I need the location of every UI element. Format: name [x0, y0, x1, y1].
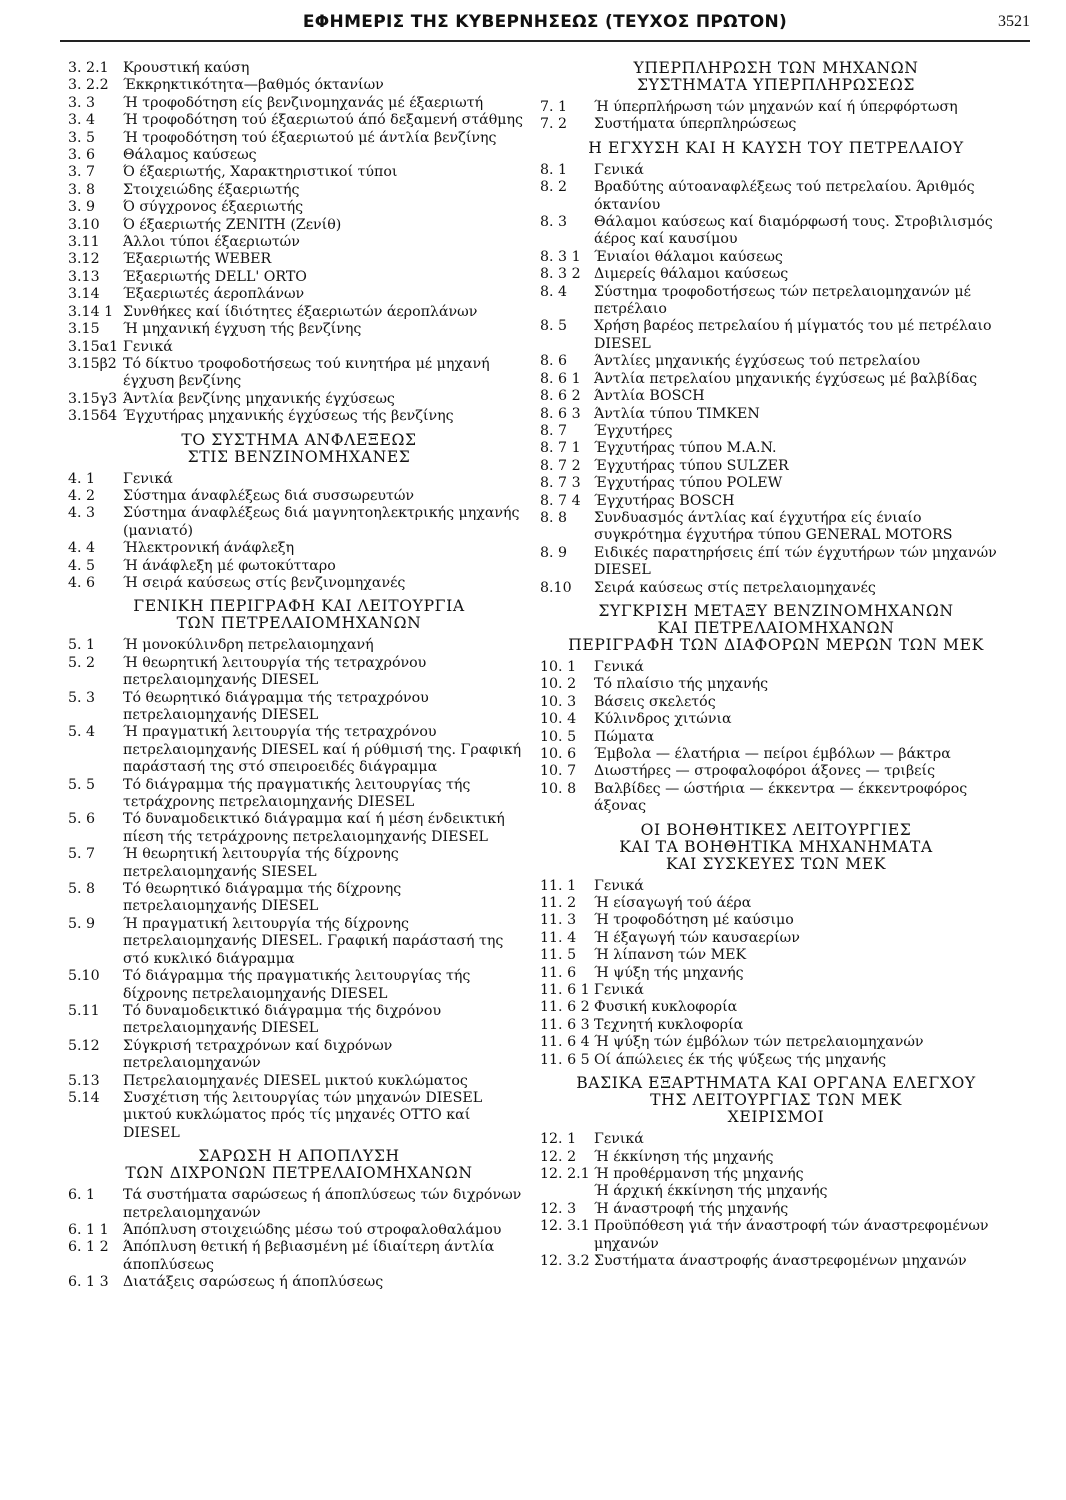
toc-entry [540, 659, 1012, 676]
toc-entry [68, 286, 530, 303]
right-column [540, 60, 1012, 1270]
toc-entry [68, 690, 530, 725]
entry-text: Έγχυτήρας BOSCH [594, 492, 735, 509]
entry-text: Ή πραγματική λειτουργία τής τετραχρόνου πετρελαιομηχανής DIESEL καί ή ρύθμισή της. Γραφική παράστασή της στό σπειροειδές διάγραμμα [123, 724, 522, 776]
entry-text: Προϋπόθεση γιά τήν άναστροφή τών άναστρεφομένων μηχανών [594, 1218, 989, 1252]
section-heading: ΤΟ ΣΥΣΤΗΜΑ ΑΝΦΛΕΞΕΩΣ ΣΤΙΣ ΒΕΝΖΙΝΟΜΗΧΑΝΕΣ [181, 430, 417, 466]
entry-text: Έξαεριωτές άεροπλάνων [123, 286, 305, 303]
toc-entry [540, 1017, 1012, 1034]
entry-text: Ή έξαγωγή τών καυσαερίων [594, 929, 800, 946]
toc-entry [68, 1222, 530, 1239]
entry-number: 5. 2 [68, 654, 96, 671]
entry-text: Συνθήκες καί ίδιότητες έξαεριωτών άεροπλάνων [123, 303, 478, 320]
entry-text: Άντλία τύπου TIMKEN [594, 405, 760, 422]
toc-entry [540, 729, 1012, 746]
entry-text: Ή άρχική έκκίνηση τής μηχανής [594, 1183, 828, 1200]
toc-entry [540, 746, 1012, 763]
toc-entry [540, 930, 1012, 947]
toc-list [540, 162, 1012, 597]
entry-text: Συστήματα ύπερπληρώσεως [594, 116, 797, 133]
toc-entry [540, 475, 1012, 492]
entry-number: 10. 5 [540, 728, 577, 745]
entry-text: Γενικά [594, 161, 644, 178]
entry-number: 3.13 [68, 268, 100, 285]
toc-entry [540, 406, 1012, 423]
toc-entry [540, 947, 1012, 964]
toc-entry [68, 356, 530, 391]
toc-entry [68, 811, 530, 846]
toc-entry [540, 878, 1012, 895]
toc-list [540, 659, 1012, 816]
entry-number: 3.14 [68, 286, 100, 303]
toc-entry [68, 777, 530, 812]
entry-number: 8. 6 2 [540, 388, 581, 405]
entry-number: 5. 5 [68, 776, 96, 793]
entry-text: Ή πραγματική λειτουργία τής δίχρονης πετρελαιομηχανής DIESEL. Γραφική παράστασή της στό κυκλικό διάγραμμα [123, 915, 504, 967]
toc-entry [68, 251, 530, 268]
entry-number: 3.14 1 [68, 303, 114, 320]
entry-number: 5. 6 [68, 811, 96, 828]
entry-number: 3. 6 [68, 147, 96, 164]
toc-entry [540, 1166, 1012, 1183]
entry-text: Ή τροφοδότηση μέ καύσιμο [594, 912, 794, 929]
entry-number: 8. 7 2 [540, 457, 581, 474]
entry-text: Διωστήρες — στροφαλοφόροι άξονες — τριβείς [594, 763, 936, 780]
entry-text: Άντλία πετρελαίου μηχανικής έγχύσεως μέ βαλβίδας [594, 370, 978, 387]
entry-number: 8. 6 1 [540, 370, 581, 387]
entry-number: 11. 5 [540, 947, 577, 964]
entry-text: Διατάξεις σαρώσεως ή άποπλύσεως [123, 1274, 384, 1291]
entry-number: 5.13 [68, 1072, 100, 1089]
entry-text: Τεχνητή κυκλοφορία [594, 1016, 744, 1033]
toc-entry [68, 1003, 530, 1038]
entry-number: 10. 4 [540, 711, 577, 728]
toc-entry [540, 510, 1012, 545]
entry-number: 8. 6 3 [540, 405, 581, 422]
section-heading: ΥΠΕΡΠΛΗΡΩΣΗ ΤΩΝ ΜΗΧΑΝΩΝ ΣΥΣΤΗΜΑΤΑ ΥΠΕΡΠΛΗΡΩΣΕΩΣ [633, 59, 919, 94]
entry-number: 3. 8 [68, 181, 96, 198]
entry-text: Έγχυτήρας τύπου POLEW [594, 475, 783, 492]
toc-entry [540, 1052, 1012, 1069]
entry-text: Ή ύπερπλήρωση τών μηχανών καί ή ύπερφόρτωση [594, 99, 958, 115]
section-heading: Η ΕΓΧΥΣΗ ΚΑΙ Η ΚΑΥΣΗ ΤΟΥ ΠΕΤΡΕΛΑΙΟΥ [588, 138, 964, 157]
entry-number: 5.14 [68, 1089, 100, 1106]
entry-text: Άντλία βενζίνης μηχανικής έγχύσεως [123, 390, 395, 407]
toc-entry [540, 1218, 1012, 1253]
toc-entry [540, 458, 1012, 475]
entry-text: Σύστημα άναφλέξεως διά συσσωρευτών [123, 487, 415, 504]
toc-entry [540, 214, 1012, 249]
entry-number: 8. 5 [540, 318, 568, 335]
entry-number: 3.15α1 [68, 338, 119, 355]
entry-text: Συνδυασμός άντλίας καί έγχυτήρα είς ένιαίο συγκρότημα έγχυτήρα τύπου GENERAL MOTORS [594, 509, 953, 544]
entry-text: Τό δυναμοδεικτικό διάγραμμα τής διχρόνου πετρελαιομηχανής DIESEL [123, 1002, 442, 1037]
toc-entry [540, 162, 1012, 179]
toc-entry [68, 968, 530, 1003]
entry-text: Κύλινδρος χιτώνια [594, 711, 732, 728]
entry-number: 7. 1 [540, 99, 568, 115]
entry-number: 5. 9 [68, 915, 96, 932]
entry-text: Γενικά [594, 1131, 644, 1148]
entry-text: Έκκρηκτικότητα—βαθμός όκτανίων [123, 77, 384, 94]
entry-number: 3. 2.2 [68, 77, 109, 94]
toc-entry [68, 1187, 530, 1222]
entry-number: 12. 3 [540, 1200, 577, 1217]
entry-text: Γενικά [594, 982, 644, 999]
entry-text: Ή προθέρμανση τής μηχανής [594, 1165, 804, 1182]
entry-text: Γενικά [594, 658, 644, 675]
toc-entry [68, 339, 530, 356]
entry-text: Ή έκκίνηση τής μηχανής [594, 1148, 774, 1165]
toc-entry [68, 60, 530, 77]
toc-list [68, 637, 530, 1142]
entry-text: Έξαεριωτής WEBER [123, 251, 272, 268]
entry-number: 3.12 [68, 251, 100, 268]
entry-number: 8.10 [540, 579, 572, 596]
entry-number: 8. 1 [540, 161, 568, 178]
entry-number: 11. 4 [540, 929, 577, 946]
section-heading: ΟΙ ΒΟΗΘΗΤΙΚΕΣ ΛΕΙΤΟΥΡΓΙΕΣ ΚΑΙ ΤΑ ΒΟΗΘΗΤΙΚΑ ΜΗΧΑΝΗΜΑΤΑ ΚΑΙ ΣΥΣΚΕΥΕΣ ΤΩΝ ΜΕΚ [619, 820, 933, 873]
toc-entry [540, 353, 1012, 370]
entry-number: 8. 7 1 [540, 440, 581, 457]
entry-text: Τό διάγραμμα τής πραγματικής λειτουργίας τής δίχρονης πετρελαιομηχανής DIESEL [123, 968, 471, 1002]
toc-entry [540, 423, 1012, 440]
toc-entry [68, 471, 530, 488]
toc-entry [540, 284, 1012, 319]
entry-text: Τό διάγραμμα τής πραγματικής λειτουργίας τής τετράχρονης πετρελαιομηχανής DIESEL [123, 776, 471, 811]
toc-entry [540, 676, 1012, 693]
toc-list [68, 1187, 530, 1291]
entry-text: Γενικά [123, 338, 173, 355]
entry-number: 5.10 [68, 968, 100, 985]
entry-number: 5. 3 [68, 689, 96, 706]
entry-number: 10. 3 [540, 693, 577, 710]
entry-number: 11. 3 [540, 912, 577, 929]
entry-number: 6. 1 3 [68, 1274, 109, 1291]
entry-text: Έγχυτήρας μηχανικής έγχύσεως τής βενζίνης [123, 408, 454, 425]
toc-entry [540, 1131, 1012, 1148]
entry-text: Ό έξαεριωτής ZENITH (Ζενίθ) [123, 216, 342, 233]
toc-entry [540, 371, 1012, 388]
entry-number: 6. 1 [68, 1187, 96, 1204]
toc-entry [68, 95, 530, 112]
entry-text: Έξαεριωτής DELL' ORTO [123, 268, 307, 285]
toc-entry [68, 269, 530, 286]
entry-number: 10. 6 [540, 746, 577, 762]
toc-entry [540, 1253, 1012, 1270]
toc-entry [68, 916, 530, 968]
entry-number: 5. 4 [68, 724, 96, 741]
page-header [60, 8, 1030, 42]
toc-entry [68, 321, 530, 338]
entry-text: Ή τροφοδότηση είς βενζινομηχανάς μέ έξαεριωτή [123, 94, 484, 111]
section-heading: ΣΑΡΩΣΗ Η ΑΠΟΠΛΥΣΗ ΤΩΝ ΔΙΧΡΟΝΩΝ ΠΕΤΡΕΛΑΙΟΜΗΧΑΝΩΝ [125, 1147, 473, 1183]
entry-text: Ήλεκτρονική άνάφλεξη [123, 540, 295, 557]
toc-entry [540, 580, 1012, 597]
entry-text: Ό σύγχρονος έξαεριωτής [123, 199, 304, 216]
entry-number: 4. 5 [68, 557, 96, 574]
entry-text: Διμερείς θάλαμοι καύσεως [594, 266, 789, 283]
entry-number: 3. 2.1 [68, 60, 109, 76]
toc-entry [68, 391, 530, 408]
entry-number: 8. 3 2 [540, 266, 581, 283]
toc-entry [540, 179, 1012, 214]
toc-list [540, 878, 1012, 1069]
entry-number: 8. 3 [540, 214, 568, 231]
toc-entry [540, 763, 1012, 780]
entry-number: 11. 1 [540, 877, 577, 894]
entry-number: 12. 2 [540, 1148, 577, 1165]
entry-number: 11. 6 [540, 964, 577, 981]
entry-number: 3. 9 [68, 199, 96, 216]
entry-text: Ή τροφοδότηση τού έξαεριωτού μέ άντλία βενζίνης [123, 129, 497, 146]
toc-entry [540, 1149, 1012, 1166]
toc-entry [68, 505, 530, 540]
entry-number: 12. 1 [540, 1131, 577, 1148]
left-column [68, 60, 530, 1292]
entry-text: Ειδικές παρατηρήσεις έπί τών έγχυτήρων τών μηχανών DIESEL [594, 544, 997, 579]
entry-number: 3.15δ4 [68, 408, 118, 425]
entry-text: Στοιχειώδης έξαεριωτής [123, 181, 300, 198]
entry-number: 3.15β2 [68, 355, 117, 372]
toc-entry [68, 234, 530, 251]
toc-entry [68, 147, 530, 164]
toc-entry [68, 1038, 530, 1073]
toc-entry [540, 694, 1012, 711]
entry-text: Γενικά [123, 470, 173, 487]
toc-entry [68, 112, 530, 129]
entry-number: 4. 1 [68, 470, 96, 487]
entry-text: Ή μηχανική έγχυση τής βενζίνης [123, 321, 362, 338]
entry-text: Ή θεωρητική λειτουργία τής τετραχρόνου πετρελαιομηχανής DIESEL [123, 654, 427, 689]
toc-entry [540, 895, 1012, 912]
entry-text: Βάσεις σκελετός [594, 693, 716, 710]
entry-number: 5.12 [68, 1037, 100, 1054]
entry-text: Κρουστική καύση [123, 60, 250, 76]
entry-text: Ή ψύξη τών έμβόλων τών πετρελαιομηχανών [594, 1034, 924, 1051]
toc-entry [540, 781, 1012, 816]
page-number: 3521 [998, 13, 1030, 30]
entry-number: 6. 1 2 [68, 1239, 109, 1256]
toc-entry [540, 711, 1012, 728]
toc-entry [540, 965, 1012, 982]
entry-number: 4. 6 [68, 574, 96, 591]
entry-text: Ένιαίοι θάλαμοι καύσεως [594, 248, 783, 265]
entry-number: 11. 6 1 [540, 982, 590, 999]
entry-number: 5. 8 [68, 881, 96, 898]
toc-entry [540, 318, 1012, 353]
entry-text: Φυσική κυκλοφορία [594, 999, 738, 1016]
entry-text: Άντλία BOSCH [594, 388, 705, 405]
entry-text: Ή άνάφλεξη μέ φωτοκύτταρο [123, 557, 336, 574]
toc-entry [68, 846, 530, 881]
toc-entry [540, 440, 1012, 457]
entry-number: 4. 4 [68, 540, 96, 557]
entry-text: Ή ψύξη τής μηχανής [594, 964, 744, 981]
entry-number: 7. 2 [540, 116, 568, 133]
entry-number: 12. 3.2 [540, 1252, 590, 1269]
entry-text: Έμβολα — έλατήρια — πείροι έμβόλων — βάκτρα [594, 746, 951, 762]
entry-number: 11. 2 [540, 895, 577, 912]
entry-text: Γενικά [594, 877, 644, 894]
entry-number: 8. 4 [540, 283, 568, 300]
entry-text: Πώματα [594, 728, 655, 745]
toc-entry [68, 217, 530, 234]
toc-entry [68, 655, 530, 690]
entry-text: Τά συστήματα σαρώσεως ή άποπλύσεως τών διχρόνων πετρελαιομηχανών [123, 1187, 522, 1221]
entry-number: 10. 7 [540, 763, 577, 780]
toc-entry [540, 266, 1012, 283]
entry-number: 3.15γ3 [68, 390, 118, 407]
toc-entry [540, 545, 1012, 580]
entry-number: 12. 2.1 [540, 1165, 590, 1182]
entry-text: Τό θεωρητικό διάγραμμα τής τετραχρόνου πετρελαιομηχανής DIESEL [123, 689, 429, 723]
entry-number: 10. 1 [540, 658, 577, 675]
entry-number: 8. 7 [540, 422, 568, 439]
entry-number: 8. 7 3 [540, 475, 581, 492]
entry-text: Σύστημα άναφλέξεως διά μαγνητοηλεκτρικής μηχανής (μανιατό) [123, 505, 520, 539]
toc-entry [540, 249, 1012, 266]
toc-entry [68, 881, 530, 916]
entry-text: Τό πλαίσιο τής μηχανής [594, 676, 769, 693]
entry-number: 3.11 [68, 234, 100, 251]
entry-text: Τό θεωρητικό διάγραμμα τής δίχρονης πετρελαιομηχανής DIESEL [123, 881, 402, 915]
entry-number: 3. 3 [68, 94, 96, 111]
toc-entry [68, 558, 530, 575]
entry-text: Ό έξαεριωτής, Χαρακτηριστικοί τύποι [123, 164, 398, 181]
entry-number: 5. 7 [68, 846, 96, 863]
toc-list [540, 1131, 1012, 1270]
entry-number: 11. 6 5 [540, 1051, 590, 1068]
toc-entry [68, 488, 530, 505]
entry-number: 12. 3.1 [540, 1218, 590, 1235]
entry-number: 10. 2 [540, 676, 577, 693]
toc-entry [68, 540, 530, 557]
entry-text: Έγχυτήρας τύπου M.A.N. [594, 440, 777, 457]
toc-entry [540, 1183, 1012, 1200]
entry-text: Σειρά καύσεως στίς πετρελαιομηχανές [594, 579, 876, 596]
toc-entry [540, 1034, 1012, 1051]
toc-entry [68, 1239, 530, 1274]
toc-entry [68, 1073, 530, 1090]
toc-entry [68, 199, 530, 216]
entry-text: Άπόπλυση θετική ή βεβιασμένη μέ ίδιαίτερη άντλία άποπλύσεως [123, 1239, 495, 1273]
entry-number: 11. 6 4 [540, 1034, 590, 1051]
toc-entry [68, 637, 530, 654]
entry-number: 8. 6 [540, 353, 568, 370]
entry-text: Ή τροφοδότηση τού έξαεριωτού άπό δεξαμενή στάθμης [123, 112, 523, 129]
toc-entry [68, 408, 530, 425]
toc-entry [68, 575, 530, 592]
toc-entry [68, 724, 530, 776]
toc-list [68, 60, 530, 426]
entry-number [540, 1183, 590, 1200]
entry-text: Πετρελαιομηχανές DIESEL μικτού κυκλώματος [123, 1072, 468, 1089]
entry-text: Θάλαμος καύσεως [123, 147, 257, 164]
toc-entry [540, 912, 1012, 929]
entry-number: 4. 3 [68, 505, 96, 522]
entry-number: 3.10 [68, 216, 100, 233]
entry-text: Οί άπώλειες έκ τής ψύξεως τής μηχανής [594, 1051, 887, 1068]
entry-number: 8. 2 [540, 179, 568, 196]
entry-text: Άλλοι τύποι έξαεριωτών [123, 234, 300, 251]
entry-number: 10. 8 [540, 780, 577, 797]
entry-number: 3. 4 [68, 112, 96, 129]
section-heading: ΣΥΓΚΡΙΣΗ ΜΕΤΑΞΥ ΒΕΝΖΙΝΟΜΗΧΑΝΩΝ ΚΑΙ ΠΕΤΡΕΛΑΙΟΜΗΧΑΝΩΝ ΠΕΡΙΓΡΑΦΗ ΤΩΝ ΔΙΑΦΟΡΩΝ ΜΕΡΩΝ ΤΩΝ ΜΕΚ [568, 601, 984, 654]
entry-text: Βαλβίδες — ώστήρια — έκκεντρα — έκκεντροφόρος άξονας [594, 780, 968, 815]
toc-list [540, 99, 1012, 134]
entry-number: 5.11 [68, 1002, 100, 1019]
entry-text: Βραδύτης αύτοαναφλέξεως τού πετρελαίου. Άριθμός όκτανίου [594, 179, 975, 213]
toc-entry [68, 1274, 530, 1291]
entry-number: 8. 3 1 [540, 248, 581, 265]
entry-number: 3. 7 [68, 164, 96, 181]
entry-text: Θάλαμοι καύσεως καί διαμόρφωσή τους. Στροβιλισμός άέρος καί καυσίμου [594, 214, 993, 248]
entry-number: 11. 6 2 [540, 999, 590, 1016]
toc-list [68, 471, 530, 593]
entry-number: 8. 7 4 [540, 492, 581, 509]
toc-entry [540, 493, 1012, 510]
section-heading: ΒΑΣΙΚΑ ΕΞΑΡΤΗΜΑΤΑ ΚΑΙ ΟΡΓΑΝΑ ΕΛΕΓΧΟΥ ΤΗΣ ΛΕΙΤΟΥΡΓΙΑΣ ΤΩΝ ΜΕΚ ΧΕΙΡΙΣΜΟΙ [576, 1074, 976, 1127]
entry-text: Ή μονοκύλινδρη πετρελαιομηχανή [123, 637, 374, 654]
entry-text: Άντλίες μηχανικής έγχύσεως τού πετρελαίου [594, 353, 921, 370]
toc-entry [540, 116, 1012, 133]
entry-text: Ή θεωρητική λειτουργία τής δίχρονης πετρελαιομηχανής SIESEL [123, 846, 399, 880]
toc-entry [540, 999, 1012, 1016]
entry-text: Ή σειρά καύσεως στίς βενζινομηχανές [123, 574, 406, 591]
toc-entry [68, 77, 530, 94]
entry-number: 8. 9 [540, 544, 568, 561]
entry-text: Σύγκρισή τετραχρόνων καί διχρόνων πετρελαιομηχανών [123, 1037, 393, 1072]
section-heading: ΓΕΝΙΚΗ ΠΕΡΙΓΡΑΦΗ ΚΑΙ ΛΕΙΤΟΥΡΓΙΑ ΤΩΝ ΠΕΤΡΕΛΑΙΟΜΗΧΑΝΩΝ [133, 597, 465, 633]
entry-text: Ή άναστροφή τής μηχανής [594, 1200, 789, 1217]
entry-text: Σύστημα τροφοδοτήσεως τών πετρελαιομηχανών μέ πετρέλαιο [594, 283, 971, 318]
entry-text: Συστήματα άναστροφής άναστρεφομένων μηχανών [594, 1252, 967, 1269]
gazette-title: ΕΦΗΜΕΡΙΣ ΤΗΣ ΚΥΒΕΡΝΗΣΕΩΣ (ΤΕΥΧΟΣ ΠΡΩΤΟΝ) [302, 12, 788, 32]
entry-text: Ή λίπανση τών ΜΕΚ [594, 947, 747, 964]
entry-number: 11. 6 3 [540, 1016, 590, 1033]
entry-number: 8. 8 [540, 509, 568, 526]
toc-entry [540, 388, 1012, 405]
toc-entry [540, 99, 1012, 116]
entry-number: 5. 1 [68, 637, 96, 654]
entry-number: 6. 1 1 [68, 1221, 109, 1238]
toc-entry [68, 182, 530, 199]
entry-text: Συσχέτιση τής λειτουργίας τών μηχανών DIESEL μικτού κυκλώματος πρός τίς μηχανές ΟΤΤΟ καί DIESEL [123, 1089, 483, 1141]
entry-text: Χρήση βαρέος πετρελαίου ή μίγματός του μέ πετρέλαιο DIESEL [594, 318, 992, 352]
entry-text: Έγχυτήρας τύπου SULZER [594, 457, 789, 474]
entry-text: Έγχυτήρες [594, 422, 673, 439]
toc-entry [68, 1090, 530, 1142]
entry-text: Τό δυναμοδεικτικό διάγραμμα καί ή μέση ένδεικτική πίεση τής τετράχρονης πετρελαιομηχανής DIESEL [123, 811, 505, 845]
toc-entry [68, 130, 530, 147]
toc-entry [68, 304, 530, 321]
toc-entry [68, 164, 530, 181]
entry-text: Ή είσαγωγή τού άέρα [594, 895, 752, 912]
entry-number: 3. 5 [68, 129, 96, 146]
toc-entry [540, 982, 1012, 999]
toc-entry [540, 1201, 1012, 1218]
entry-number: 3.15 [68, 321, 100, 338]
entry-text: Άπόπλυση στοιχειώδης μέσω τού στροφαλοθαλάμου [123, 1221, 502, 1238]
entry-text: Τό δίκτυο τροφοδοτήσεως τού κινητήρα μέ μηχανή έγχυση βενζίνης [123, 355, 490, 390]
entry-number: 4. 2 [68, 487, 96, 504]
